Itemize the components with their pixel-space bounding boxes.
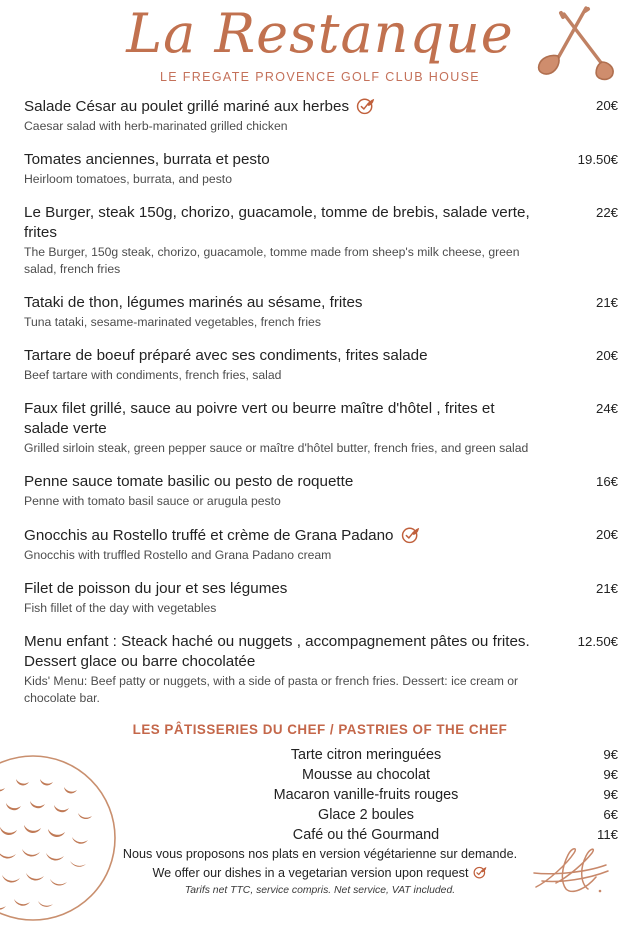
dessert-name: Glace 2 boules xyxy=(318,807,414,823)
menu-item-description: Tuna tataki, sesame-marinated vegetables, french fries xyxy=(24,315,321,329)
footer-line-fr: Nous vous proposons nos plats en version végétarienne sur demande. xyxy=(122,847,518,861)
menu-item-name: Faux filet grillé, sauce au poivre vert ou beurre maître d'hôtel , frites et salade verte xyxy=(24,400,495,437)
menu-item-price: 16€ xyxy=(595,474,618,489)
menu-item-name xyxy=(24,525,542,546)
menu-item-name-text: Gnocchis au Rostello truffé et crème de Grana Padano xyxy=(24,527,394,544)
menu-item-description: The Burger, 150g steak, chorizo, guacamole, tomme made from sheep's milk cheese, green salad, french fries xyxy=(24,245,520,276)
dessert-row xyxy=(0,825,640,845)
menu-item-text xyxy=(24,96,556,135)
dessert-row xyxy=(0,785,640,805)
menu-item-price: 20€ xyxy=(595,527,618,542)
page-title: La Restanque xyxy=(126,2,514,65)
menu-item-name-text: Salade César au poulet grillé mariné aux herbes xyxy=(24,98,350,115)
vegetarian-badge-icon xyxy=(356,96,375,115)
dessert-list xyxy=(0,745,640,845)
footer-legal-note: Tarifs net TTC, service compris. Net service, VAT included. xyxy=(184,885,456,896)
menu-item-price: 12.50€ xyxy=(577,634,618,649)
menu-header xyxy=(0,0,640,92)
menu-item xyxy=(24,346,618,384)
dessert-price: 6€ xyxy=(603,807,618,822)
menu-item-name: Filet de poisson du jour et ses légumes xyxy=(24,580,288,597)
dessert-name: Café ou thé Gourmand xyxy=(292,827,440,843)
dessert-name: Macaron vanille-fruits rouges xyxy=(273,787,459,803)
menu-item-description: Heirloom tomatoes, burrata, and pesto xyxy=(24,172,232,186)
menu-item-description: Beef tartare with condiments, french fries, salad xyxy=(24,368,282,382)
menu-item-name: Tartare de boeuf préparé avec ses condiments, frites salade xyxy=(24,347,428,364)
menu-item-description: Kids' Menu: Beef patty or nuggets, with a side of pasta or french fries. Dessert: ice cream or chocolate bar. xyxy=(24,674,519,705)
menu-item-description: Penne with tomato basil sauce or arugula pesto xyxy=(24,494,281,508)
menu-item-text xyxy=(24,632,556,707)
footer-line-en-text: We offer our dishes in a vegetarian version upon request xyxy=(152,866,469,880)
menu-item-price: 20€ xyxy=(595,348,618,363)
menu-item-description: Caesar salad with herb-marinated grilled chicken xyxy=(24,119,288,133)
dessert-price: 9€ xyxy=(603,787,618,802)
menu-item-price: 21€ xyxy=(595,581,618,596)
vegetarian-badge-icon xyxy=(473,865,487,879)
dessert-row xyxy=(0,805,640,825)
menu-item-price: 21€ xyxy=(595,295,618,310)
menu-item-name: Penne sauce tomate basilic ou pesto de roquette xyxy=(24,473,354,490)
menu-item xyxy=(24,293,618,331)
menu-item-price: 22€ xyxy=(595,205,618,220)
dessert-name: Tarte citron meringuées xyxy=(290,747,442,763)
menu-item-name: Tomates anciennes, burrata et pesto xyxy=(24,151,270,168)
dessert-name: Mousse au chocolat xyxy=(302,767,430,783)
header-subtitle: LE FREGATE PROVENCE GOLF CLUB HOUSE xyxy=(160,70,480,84)
pastries-section-heading: LES PÂTISSERIES DU CHEF / PASTRIES OF THE CHEF xyxy=(132,722,508,737)
menu-item xyxy=(24,525,618,564)
vegetarian-badge-icon xyxy=(401,525,420,544)
menu-item xyxy=(24,579,618,617)
menu-item-description: Fish fillet of the day with vegetables xyxy=(24,601,217,615)
menu-item-text xyxy=(24,346,556,384)
menu-item-text xyxy=(24,472,556,510)
dessert-row xyxy=(0,745,640,765)
menu-item-name: Le Burger, steak 150g, chorizo, guacamole, tomme de brebis, salade verte, frites xyxy=(24,204,530,241)
menu-item-text xyxy=(24,150,556,188)
footer-line-en xyxy=(0,864,640,883)
menu-item-price: 20€ xyxy=(595,98,618,113)
menu-item-text xyxy=(24,579,556,617)
menu-item-name: Menu enfant : Steack haché ou nuggets , accompagnement pâtes ou frites. Dessert glace ou barre chocolatée xyxy=(24,633,530,670)
crossed-golf-clubs-icon xyxy=(528,2,624,88)
dessert-row xyxy=(0,765,640,785)
menu-footer xyxy=(0,845,640,899)
menu-item-text xyxy=(24,399,556,457)
dessert-price: 9€ xyxy=(603,747,618,762)
menu-item-price: 19.50€ xyxy=(577,152,618,167)
menu-item-kids xyxy=(24,632,618,707)
menu-item-text xyxy=(24,293,556,331)
dessert-price: 11€ xyxy=(596,827,618,842)
menu-item xyxy=(24,472,618,510)
menu-item-description: Grilled sirloin steak, green pepper sauce or maître d'hôtel butter, french fries, and green salad xyxy=(24,441,529,455)
menu-item-name: Tataki de thon, légumes marinés au sésame, frites xyxy=(24,294,363,311)
menu-item-list xyxy=(0,92,640,707)
dessert-price: 9€ xyxy=(603,767,618,782)
menu-item xyxy=(24,399,618,457)
menu-item-name xyxy=(24,96,542,117)
menu-item-description: Gnocchis with truffled Rostello and Grana Padano cream xyxy=(24,548,332,562)
menu-item-text xyxy=(24,525,556,564)
menu-item xyxy=(24,150,618,188)
menu-item-text xyxy=(24,203,556,278)
menu-item-price: 24€ xyxy=(595,401,618,416)
menu-item xyxy=(24,203,618,278)
menu-item xyxy=(24,96,618,135)
